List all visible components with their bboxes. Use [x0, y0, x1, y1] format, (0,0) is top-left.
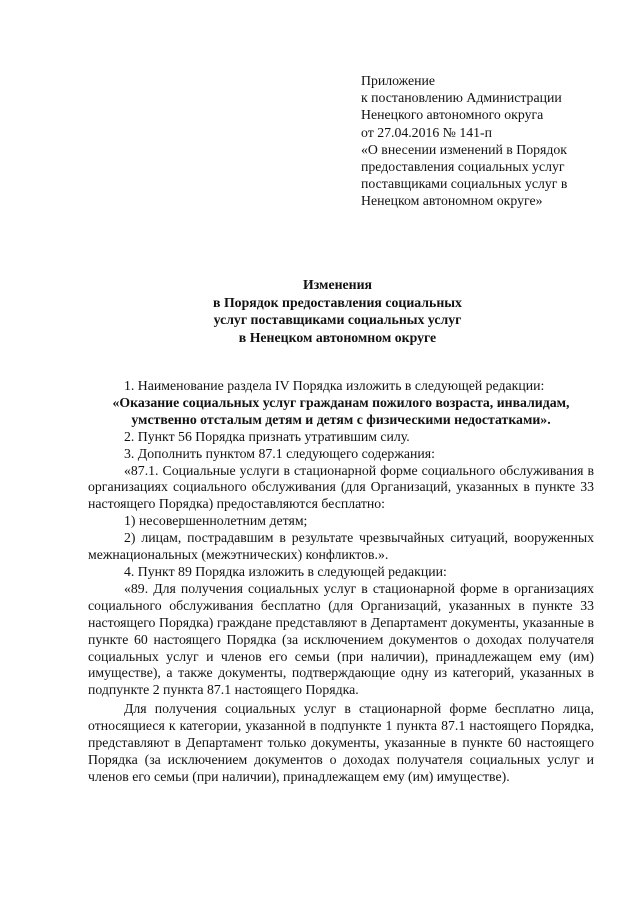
- item-3: 3. Дополнить пунктом 87.1 следующего содержания:: [124, 445, 435, 461]
- paragraph-87-1: «87.1. Социальные услуги в стационарной форме социального обслуживания в организациях социального обслуживания (для Организаций, указанных в пункте 33 настоящего Порядка) предоставляются бесплатно:: [88, 462, 594, 512]
- title-line: услуг поставщиками социальных услуг: [213, 312, 462, 327]
- paragraph-89-b: Для получения социальных услуг в стационарной форме бесплатно лица, относящиеся к категории, указанной в подпункте 1 пункта 87.1 настоящего Порядка, представляют в Департамент только документы, указанные в пункте 60 настоящего Порядка (за исключением документов о доходах получателя социальных услуг и членов его семьи (при наличии), принадлежащем ему (им) имуществе).: [88, 701, 594, 784]
- appendix-line: Ненецкого автономного округа: [361, 107, 544, 123]
- document-body: [88, 378, 594, 786]
- title-line: в Ненецком автономном округе: [238, 329, 437, 345]
- title-line: Изменения: [302, 277, 373, 292]
- item-1-quote: «Оказание социальных услуг гражданам пожилого возраста, инвалидам, умственно отсталым детям и детям с физическими недостатками».: [112, 394, 570, 427]
- appendix-header: [361, 72, 611, 210]
- item-1: 1. Наименование раздела IV Порядка изложить в следующей редакции:: [124, 378, 545, 393]
- appendix-line: Ненецком автономном округе»: [361, 193, 543, 209]
- paragraph-87-1-sub-2: 2) лицам, пострадавшим в результате чрезвычайных ситуаций, вооруженных межнациональных (межэтнических) конфликтов.».: [88, 530, 594, 563]
- document-title: [80, 276, 595, 346]
- appendix-line: предоставления социальных услуг: [361, 159, 565, 175]
- appendix-line: Приложение: [361, 73, 436, 88]
- item-2: 2. Пункт 56 Порядка признать утратившим силу.: [124, 428, 410, 444]
- appendix-line: от 27.04.2016 № 141-п: [361, 124, 493, 140]
- appendix-line: к постановлению Администрации: [361, 90, 562, 106]
- paragraph-89-a: «89. Для получения социальных услуг в стационарной форме в организациях социального обслуживания бесплатно (для Организаций, указанных в пункте 33 настоящего Порядка) граждане представляют в Департамент документы, указанные в пункте 60 настоящего Порядка (за исключением документов о доходах получателя социальных услуг и членов его семьи (при наличии), принадлежащем ему (им) имуществе), а также документы, подтверждающие одну из категорий, указанных в подпункте 2 пункта 87.1 настоящего Порядка.: [88, 580, 594, 698]
- appendix-line: поставщиками социальных услуг в: [361, 176, 568, 192]
- appendix-line: «О внесении изменений в Порядок: [361, 141, 567, 157]
- item-4: 4. Пункт 89 Порядка изложить в следующей редакции:: [124, 563, 447, 579]
- paragraph-87-1-sub-1: 1) несовершеннолетним детям;: [124, 513, 308, 529]
- title-line: в Порядок предоставления социальных: [213, 294, 462, 310]
